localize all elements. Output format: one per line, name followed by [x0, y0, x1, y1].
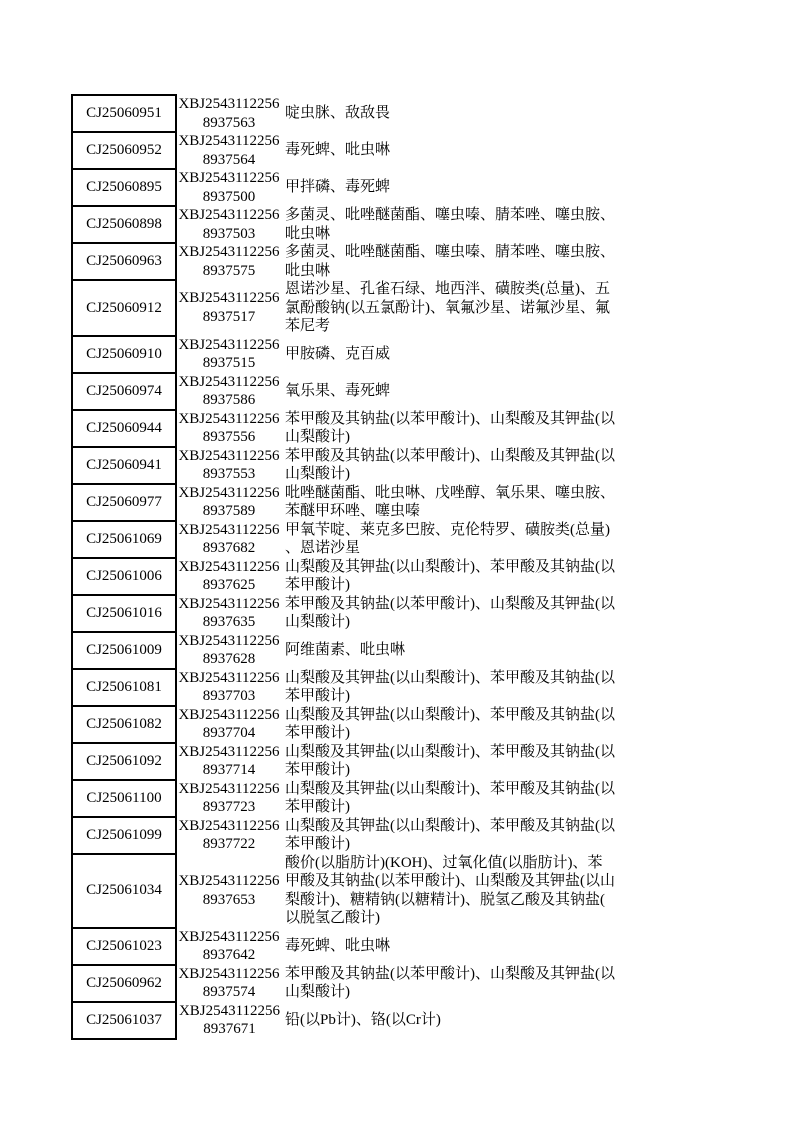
xbj-code-cell — [176, 854, 282, 928]
table-row — [72, 632, 617, 669]
cj-code-cell: CJ25060974 — [72, 373, 176, 410]
xbj-code-prefix: XBJ2543112256 — [178, 558, 280, 575]
xbj-code-suffix: 8937714 — [202, 762, 256, 778]
table-row — [72, 206, 617, 243]
xbj-code-prefix: XBJ2543112256 — [178, 928, 280, 945]
xbj-code-suffix: 8937556 — [202, 429, 256, 445]
xbj-code-prefix: XBJ2543112256 — [178, 669, 280, 686]
cj-code-cell: CJ25060898 — [72, 206, 176, 243]
table-row — [72, 595, 617, 632]
xbj-code-cell — [176, 1002, 282, 1039]
test-items-cell: 多菌灵、吡唑醚菌酯、噻虫嗪、腈苯唑、噻虫胺、吡虫啉 — [285, 207, 616, 242]
table-row — [72, 410, 617, 447]
xbj-code-suffix: 8937586 — [202, 392, 256, 408]
table-row — [72, 132, 617, 169]
xbj-code-suffix: 8937682 — [202, 540, 256, 556]
xbj-code-prefix: XBJ2543112256 — [178, 373, 280, 390]
test-items-cell: 毒死蜱、吡虫啉 — [285, 142, 391, 159]
xbj-code-cell — [176, 965, 282, 1002]
xbj-code-cell — [176, 169, 282, 206]
table-row — [72, 780, 617, 817]
test-items-cell: 山梨酸及其钾盐(以山梨酸计)、苯甲酸及其钠盐(以苯甲酸计) — [285, 780, 615, 815]
xbj-code-prefix: XBJ2543112256 — [178, 207, 280, 223]
xbj-code-suffix: 8937722 — [202, 836, 256, 852]
table-row — [72, 743, 617, 780]
test-items-cell: 苯甲酸及其钠盐(以苯甲酸计)、山梨酸及其钾盐(以山梨酸计) — [285, 410, 615, 445]
xbj-code-cell — [176, 132, 282, 169]
table-row — [72, 706, 617, 743]
test-items-cell: 山梨酸及其钾盐(以山梨酸计)、苯甲酸及其钠盐(以苯甲酸计) — [285, 743, 615, 778]
xbj-code-suffix: 8937564 — [202, 151, 256, 168]
xbj-code-prefix: XBJ2543112256 — [178, 290, 280, 307]
table-row — [72, 817, 617, 854]
test-items-cell: 啶虫脒、敌敌畏 — [285, 105, 391, 122]
xbj-code-suffix: 8937671 — [203, 1021, 256, 1037]
cj-code-cell: CJ25061016 — [72, 595, 176, 632]
xbj-code-cell — [176, 243, 282, 280]
test-items-cell: 山梨酸及其钾盐(以山梨酸计)、苯甲酸及其钠盐(以苯甲酸计) — [285, 817, 615, 852]
xbj-code-prefix: XBJ2543112256 — [178, 780, 280, 797]
xbj-code-prefix: XBJ2543112256 — [178, 1002, 281, 1019]
xbj-code-prefix: XBJ2543112256 — [178, 133, 280, 149]
test-items-cell: 山梨酸及其钾盐(以山梨酸计)、苯甲酸及其钠盐(以苯甲酸计) — [285, 706, 615, 741]
cj-code-cell: CJ25061034 — [72, 854, 176, 928]
xbj-code-cell — [176, 521, 282, 558]
test-items-cell: 山梨酸及其钾盐(以山梨酸计)、苯甲酸及其钠盐(以苯甲酸计) — [285, 669, 615, 704]
xbj-code-cell — [176, 928, 282, 965]
xbj-code-prefix: XBJ2543112256 — [178, 817, 280, 834]
xbj-code-cell — [176, 484, 282, 521]
test-items-cell: 甲拌磷、毒死蜱 — [285, 179, 391, 196]
test-items-cell: 吡唑醚菌酯、吡虫啉、戊唑醇、氧乐果、噻虫胺、苯醚甲环唑、噻虫嗪 — [285, 484, 616, 519]
table-row — [72, 558, 617, 595]
xbj-code-prefix: XBJ2543112256 — [178, 336, 280, 353]
table-row — [72, 447, 617, 484]
inspection-records-table — [71, 94, 618, 1040]
table-row — [72, 1002, 617, 1039]
xbj-code-cell — [176, 373, 282, 410]
xbj-code-suffix: 8937723 — [202, 799, 256, 815]
xbj-code-suffix: 8937635 — [202, 614, 256, 630]
test-items-cell: 阿维菌素、吡虫啉 — [285, 641, 406, 658]
cj-code-cell: CJ25061023 — [72, 928, 176, 965]
xbj-code-cell — [176, 558, 282, 595]
table-row — [72, 521, 617, 558]
xbj-code-cell — [176, 95, 282, 132]
cj-code-cell: CJ25061006 — [72, 558, 176, 595]
xbj-code-suffix: 8937574 — [202, 984, 256, 1000]
table-row — [72, 965, 617, 1002]
xbj-code-suffix: 8937704 — [202, 725, 256, 741]
xbj-code-prefix: XBJ2543112256 — [178, 873, 280, 889]
table-row — [72, 928, 617, 965]
xbj-code-prefix: XBJ2543112256 — [178, 632, 280, 649]
cj-code-cell: CJ25060895 — [72, 169, 176, 206]
test-items-cell: 苯甲酸及其钠盐(以苯甲酸计)、山梨酸及其钾盐(以山梨酸计) — [285, 965, 615, 1000]
xbj-code-suffix: 8937625 — [202, 577, 256, 593]
xbj-code-suffix: 8937628 — [202, 651, 256, 667]
cj-code-cell: CJ25060912 — [72, 280, 176, 336]
table-row — [72, 669, 617, 706]
cj-code-cell: CJ25060910 — [72, 336, 176, 373]
xbj-code-prefix: XBJ2543112256 — [178, 484, 280, 501]
test-items-cell: 氧乐果、毒死蜱 — [285, 382, 391, 399]
table-row — [72, 280, 617, 336]
xbj-code-prefix: XBJ2543112256 — [178, 244, 280, 260]
xbj-code-suffix: 8937500 — [202, 188, 256, 205]
xbj-code-suffix: 8937703 — [202, 688, 256, 704]
test-items-cell: 苯甲酸及其钠盐(以苯甲酸计)、山梨酸及其钾盐(以山梨酸计) — [285, 595, 615, 630]
test-items-cell: 山梨酸及其钾盐(以山梨酸计)、苯甲酸及其钠盐(以苯甲酸计) — [285, 558, 615, 593]
test-items-cell: 毒死蜱、吡虫啉 — [285, 937, 391, 954]
xbj-code-prefix: XBJ2543112256 — [178, 96, 280, 112]
xbj-code-cell — [176, 447, 282, 484]
xbj-code-prefix: XBJ2543112256 — [178, 447, 280, 464]
xbj-code-suffix: 8937517 — [202, 308, 256, 325]
xbj-code-prefix: XBJ2543112256 — [178, 706, 280, 723]
test-items-cell: 甲氧苄啶、莱克多巴胺、克伦特罗、磺胺类(总量)、恩诺沙星 — [285, 521, 610, 556]
test-items-cell: 酸价(以脂肪计)(KOH)、过氧化值(以脂肪计)、苯甲酸及其钠盐(以苯甲酸计)、山梨酸及其钾盐(以山梨酸计)、糖精钠(以糖精计)、脱氢乙酸及其钠盐(以脱氢乙酸计) — [285, 854, 615, 926]
table-row — [72, 169, 617, 206]
xbj-code-cell — [176, 743, 282, 780]
table-body — [72, 95, 617, 1039]
cj-code-cell: CJ25061037 — [72, 1002, 176, 1039]
cj-code-cell: CJ25061099 — [72, 817, 176, 854]
xbj-code-cell — [176, 706, 282, 743]
xbj-code-prefix: XBJ2543112256 — [178, 170, 280, 186]
table-row — [72, 484, 617, 521]
cj-code-cell: CJ25060963 — [72, 243, 176, 280]
xbj-code-cell — [176, 206, 282, 243]
xbj-code-cell — [176, 280, 282, 336]
cj-code-cell: CJ25061082 — [72, 706, 176, 743]
table-row — [72, 854, 617, 928]
table-row — [72, 373, 617, 410]
xbj-code-prefix: XBJ2543112256 — [178, 965, 280, 982]
xbj-code-suffix: 8937515 — [202, 355, 256, 371]
cj-code-cell: CJ25060951 — [72, 95, 176, 132]
test-items-cell: 铅(以Pb计)、铬(以Cr计) — [285, 1011, 441, 1028]
xbj-code-cell — [176, 780, 282, 817]
xbj-code-suffix: 8937589 — [202, 503, 256, 519]
test-items-cell: 恩诺沙星、孔雀石绿、地西泮、磺胺类(总量)、五氯酚酸钠(以五氯酚计)、氧氟沙星、诺氟沙星、氟苯尼考 — [285, 281, 610, 334]
xbj-code-prefix: XBJ2543112256 — [178, 521, 280, 538]
xbj-code-suffix: 8937653 — [202, 891, 256, 908]
test-items-cell: 多菌灵、吡唑醚菌酯、噻虫嗪、腈苯唑、噻虫胺、吡虫啉 — [285, 244, 616, 279]
xbj-code-prefix: XBJ2543112256 — [178, 595, 280, 612]
cj-code-cell: CJ25061069 — [72, 521, 176, 558]
xbj-code-cell — [176, 669, 282, 706]
xbj-code-cell — [176, 632, 282, 669]
cj-code-cell: CJ25061092 — [72, 743, 176, 780]
xbj-code-cell — [176, 595, 282, 632]
xbj-code-suffix: 8937553 — [202, 466, 256, 482]
xbj-code-cell — [176, 817, 282, 854]
xbj-code-prefix: XBJ2543112256 — [178, 743, 280, 760]
xbj-code-suffix: 8937575 — [202, 262, 256, 279]
xbj-code-suffix: 8937563 — [202, 114, 256, 131]
cj-code-cell: CJ25060952 — [72, 132, 176, 169]
xbj-code-cell — [176, 336, 282, 373]
cj-code-cell: CJ25060941 — [72, 447, 176, 484]
test-items-cell: 苯甲酸及其钠盐(以苯甲酸计)、山梨酸及其钾盐(以山梨酸计) — [285, 447, 615, 482]
xbj-code-suffix: 8937642 — [202, 947, 256, 963]
table-row — [72, 243, 617, 280]
xbj-code-suffix: 8937503 — [202, 225, 256, 242]
cj-code-cell: CJ25060977 — [72, 484, 176, 521]
xbj-code-cell — [176, 410, 282, 447]
table-row — [72, 336, 617, 373]
test-items-cell: 甲胺磷、克百威 — [285, 345, 391, 362]
cj-code-cell: CJ25060944 — [72, 410, 176, 447]
cj-code-cell: CJ25061100 — [72, 780, 176, 817]
cj-code-cell: CJ25060962 — [72, 965, 176, 1002]
table-row — [72, 95, 617, 132]
cj-code-cell: CJ25061081 — [72, 669, 176, 706]
xbj-code-prefix: XBJ2543112256 — [178, 410, 280, 427]
cj-code-cell: CJ25061009 — [72, 632, 176, 669]
